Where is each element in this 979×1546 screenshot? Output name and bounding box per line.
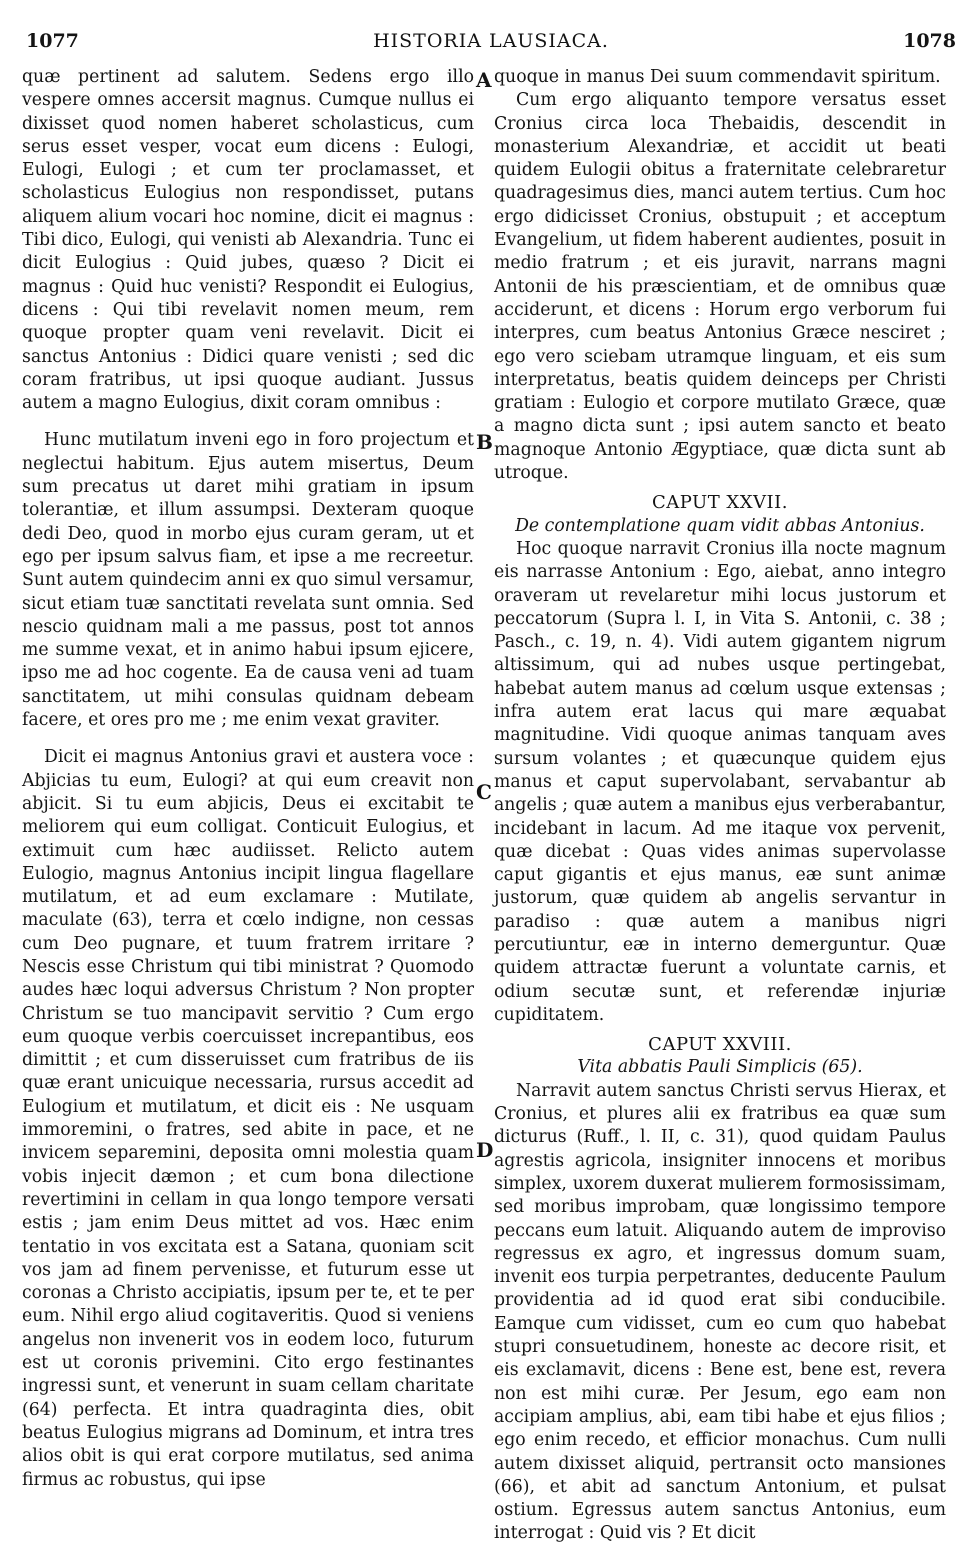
right-paragraph-3: Hoc quoque narravit Cronius illa nocte magnum eis narrasse Antonium : Ego, aiebat, anno integro oraveram ut revelaretur mihi locus justorum et peccatorum (Supra l. I, in Vita S. Antonii, c. 38 ; Pasch., c. 19, n. 4). Vidi autem gigantem nigrum altissimum, qui ad nubes usque pertingebat, habebat autem manus ad cœlum usque extensas ; infra autem erat lacus qui mare æquabat magnitudine. Vidi quoque animas tanquam aves sursum volantes ; et quæcunque quidem ejus manus et caput supervolabant, servabantur ab angelis ; quæ autem a manibus ejus verberabantur, incidebant in lacum. Ad me itaque vox pervenit, quæ dicebat : Quas vides animas supervolasse caput gigantis et ejus manus, eæ sunt animæ justorum, quæ quidem ab angelis servantur in paradiso : quæ autem a manibus nigri percutiuntur, eæ in interno demerguntur. Quæ quidem attractæ fuerunt a voluntate carnis, et odium secutæ sunt, et referendæ injuriæ cupiditatem. bbox=[494, 538, 946, 1025]
page-header bbox=[26, 30, 956, 60]
chapter-heading-27: CAPUT XXVII. bbox=[651, 492, 789, 514]
right-paragraph-1: quoque in manus Dei suum commendavit spiritum. bbox=[494, 67, 941, 87]
margin-letter-d: D bbox=[476, 1138, 494, 1162]
chapter-title-28: Vita abbatis Pauli Simplicis (65). bbox=[577, 1057, 863, 1078]
right-column bbox=[494, 66, 946, 1546]
left-paragraph-1: quæ pertinent ad salutem. Sedens ergo illo vespere omnes accersit magnus. Cumque nullus ei dixisset quod nomen haberet scholasticus, cum serus esset vesper, vocat eum dicens : Eulogi, Eulogi, Eulogi ; et cum ter proclamasset, et scholasticus Eulogius non respondisset, putans aliquem alium vocari hoc nomine, dicit ei magnus : Tibi dico, Eulogi, qui venisti ab Alexandria. Tunc ei dicit Eulogius : Quid jubes, quæso ? Dicit ei magnus : Quid huc venisti? Respondit ei Eulogius, dicens : Qui tibi revelavit nomen meum, rem quoque propter quam veni revelavit. Dicit ei sanctus Antonius : Didici quare venisti ; sed dic coram fratribus, ut ipsi quoque audiant. Jussus autem a magno Eulogius, dixit coram omnibus : bbox=[22, 67, 474, 414]
left-paragraph-2: Hunc mutilatum inveni ego in foro projectum et neglectui habitum. Ejus autem misertus, Deum sum precatus ut daret mihi gratiam in ipsum tolerantiæ, et illum assumpsi. Dexteram quoque dedi Deo, quod in morbo ejus curam geram, ut et ego per ipsum salvus fiam, et ipse a me recreetur. Sunt autem quindecim anni ex quo simul versamur, sicut etiam tuæ sanctitati revelata sunt omnia. Sed nescio quidnam mali a me passus, post tot annos me summe vexat, et in animo habui ipsum ejicere, ipso me ad hoc cogente. Ea de causa veni ad tuam sanctitatem, ut mihi consulas quidnam debeam facere, et ores pro me ; me enim vexat graviter. bbox=[22, 430, 474, 731]
margin-letter-c: C bbox=[476, 780, 492, 804]
margin-letter-a: A bbox=[476, 68, 492, 92]
left-column bbox=[22, 66, 474, 1492]
page-number-left: 1077 bbox=[26, 30, 79, 52]
chapter-title-27: De contemplatione quam vidit abbas Antonius. bbox=[515, 515, 925, 536]
right-paragraph-2: Cum ergo aliquanto tempore versatus esset Cronius circa loca Thebaidis, descendit in monasterium Alexandriæ, et accidit ut beati quidem Eulogii obitus a fraternitate celebraretur quadragesimus dies, manci autem tertius. Cum hoc ergo didicisset Cronius, obstupuit ; et acceptum Evangelium, ut fidem haberent audientes, posuit in medio fratrum ; et eis juravit, narrans magni Antonii de his præscientiam, et de omnibus quæ acciderunt, et dicens : Horum ergo verborum fui interpres, cum beatus Antonius Græce nesciret ; ego vero sciebam utramque linguam, et eis sum interpretatus, beatis quidem deinceps per Christi gratiam : Eulogio et corpore mutilato Græce, quæ a magno dicta sunt ; ipsi autem sancto et beato magnoque Antonio Ægyptiace, quæ dicta sunt ab utroque. bbox=[494, 90, 946, 484]
margin-letter-b: B bbox=[476, 430, 493, 454]
chapter-heading-28: CAPUT XXVIII. bbox=[648, 1034, 792, 1056]
page-number-right: 1078 bbox=[903, 30, 956, 52]
left-paragraph-3: Dicit ei magnus Antonius gravi et austera voce : Abjicias tu eum, Eulogi? at qui eum creavit non abjicit. Si tu eum abjicis, Deus ei excitabit te meliorem qui eum colligat. Conticuit Eulogius, et extimuit cum hæc audiisset. Relicto autem Eulogio, magnus Antonius incipit lingua flagellare mutilatum, et ad eum exclamare : Mutilate, maculate (63), terra et cœlo indigne, non cessas cum Deo pugnare, et tuum fratrem irritare ? Nescis esse Christum qui tibi ministrat ? Quomodo audes hæc loqui adversus Christum ? Non propter Christum se tuo mancipavit servitio ? Cum ergo eum quoque verbis coercuisset increpantibus, eos dimittit ; et cum disseruisset cum fratribus de iis quæ erant unicuique necessaria, rursus accedit ad Eulogium et mutilatum, et dicit eis : Ne usquam immoremini, o fratres, sed abite in pace, et ne invicem separemini, deposita omni molestia quam vobis injecit dæmon ; et cum bona dilectione revertimini in cellam in qua longo tempore versati estis ; jam enim Deus mittet ad vos. Hæc enim tentatio in vos excitata est a Satana, quoniam scit vos jam ad finem pervenisse, et futurum esse ut coronas a Christo accipiatis, ipsum per te, et te per eum. Nihil ergo aliud cogitaveritis. Quod si veniens angelus non invenerit vos in eodem loco, futurum est ut coronis privemini. Cito ergo festinantes ingressi sunt, et venerunt in suam cellam charitate (64) perfecta. Et intra quadraginta dies, obit beatus Eulogius migrans ad Dominum, et intra tres alios obit is qui erat corpore mutilatus, sed anima firmus ac robustus, qui ipse bbox=[22, 747, 474, 1490]
right-paragraph-4: Narravit autem sanctus Christi servus Hierax, et Cronius, et plures alii ex fratribus ea quæ sum dicturus (Ruff., l. II, c. 31), quod quidam Paulus agrestis agricola, insigniter innocens et moribus simplex, uxorem duxerat mulierem formosissimam, sed moribus improbam, quæ longissimo tempore peccans eum latuit. Aliquando autem de improviso regressus ex agro, et ingressus domum suam, invenit eos turpia perpetrantes, deducente Paulum providentia ad id quod erat sibi conducibile. Eamque cum vidisset, cum eo cum quo habebat stupri consuetudinem, honeste ac decore risit, et eis exclamavit, dicens : Bene est, bene est, revera non est mihi curæ. Per Jesum, ego eam non accipiam amplius, abi, eam tibi habe et ejus filios ; ego enim recedo, et efficior monachus. Cum nulli autem dixisset aliquid, pertransit octo mansiones (66), et abit ad sanctum Antonium, et pulsat ostium. Egressus autem sanctus Antonius, eum interrogat : Quid vis ? Et dicit bbox=[494, 1080, 946, 1544]
running-title: HISTORIA LAUSIACA. bbox=[373, 30, 609, 52]
